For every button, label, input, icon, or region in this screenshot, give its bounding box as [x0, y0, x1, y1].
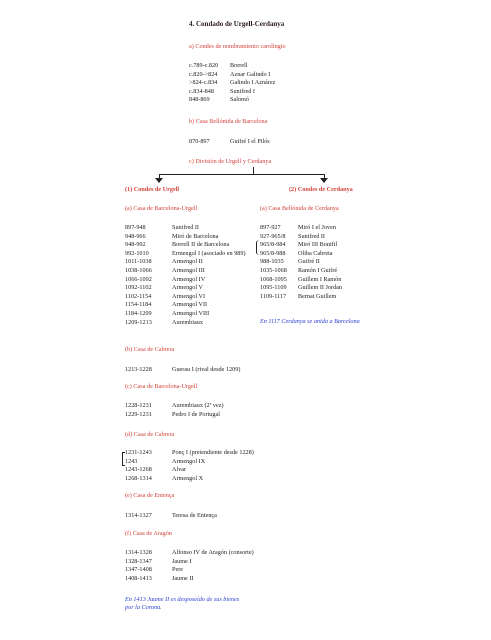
- list-item-name: Aurembiaux (2ª vez): [172, 402, 224, 409]
- list-item-date: 992-1010: [125, 249, 149, 257]
- list-item: [125, 233, 218, 241]
- list-item: [125, 319, 203, 327]
- list-item-name: Miró III Bonifil: [298, 241, 338, 249]
- left-sub-e: (e) Casa de Entença: [125, 492, 175, 499]
- list-item: [189, 96, 249, 104]
- left-sub-f: (f) Casa de Aragón: [125, 530, 172, 537]
- bracket-mark: [122, 452, 125, 466]
- list-item-name: Armengol II: [172, 258, 203, 266]
- list-item-name: Guifré II: [298, 258, 320, 266]
- list-item-name: Galindo I Aznárez: [230, 79, 276, 87]
- right-note: En 1117 Cerdanya se anida a Barcelona: [260, 318, 360, 325]
- list-item: [189, 79, 275, 87]
- list-item-date: 948-966: [125, 232, 146, 240]
- list-item-name: Armengol VI: [172, 292, 206, 300]
- left-note-line-2: por la Corona.: [125, 604, 162, 611]
- list-item-date: 897-927: [260, 224, 281, 231]
- list-item-date: 1066-1092: [125, 275, 152, 283]
- list-item: [189, 138, 270, 146]
- section-b-heading: b) Casa Bellónida de Barcelona: [189, 118, 268, 125]
- list-item-date: 965/8-984: [260, 241, 286, 249]
- list-item-date: 1408-1413: [125, 574, 152, 582]
- list-item: [125, 284, 203, 292]
- page-title: 4. Condado de Urgell-Cerdanya: [189, 20, 285, 28]
- list-item-date: 1109-1117: [260, 292, 287, 300]
- list-item: [189, 88, 255, 96]
- list-item-date: 1243-1268: [125, 466, 152, 474]
- list-item-name: Armengol VIII: [172, 310, 210, 317]
- list-item: [260, 241, 337, 249]
- list-item: [125, 241, 229, 249]
- list-item-name: Aznar Galindo I: [230, 70, 271, 78]
- list-item-date: 1102-1154: [125, 292, 152, 300]
- list-item: [125, 276, 205, 284]
- list-item-date: 1268-1314: [125, 474, 152, 482]
- list-item-name: Miró I el Joven: [298, 224, 336, 231]
- list-item-name: Ermengol I (asociado en 989): [172, 249, 246, 257]
- list-item: [125, 250, 246, 258]
- left-sub-d: (d) Casa de Cabrera: [125, 431, 175, 438]
- list-item-name: Armengol X: [172, 474, 204, 482]
- list-item: [125, 512, 217, 520]
- list-item-date: 1092-1102: [125, 284, 152, 292]
- list-item-date: 1154-1184: [125, 301, 152, 309]
- right-sub-a: (a) Casa Bellónida de Cerdanya: [260, 205, 339, 212]
- left-sub-b: (b) Casa de Cabrera: [125, 346, 175, 353]
- list-item: [260, 233, 325, 241]
- list-item-name: Pedro I de Portugal: [172, 410, 220, 418]
- list-item-date: 1209-1213: [125, 318, 152, 326]
- list-item-name: Bernat Guillem: [298, 292, 337, 300]
- list-item: [260, 293, 336, 301]
- list-item-name: Pere: [172, 566, 183, 574]
- list-item-name: Guerau I (rival desde 1209): [172, 366, 241, 373]
- left-title: (1) Condes de Urgell: [125, 186, 180, 193]
- right-title: (2) Condes de Cerdanya: [289, 186, 353, 193]
- list-item-date: 1347-1408: [125, 566, 152, 574]
- list-item-name: Sunifred I: [230, 87, 255, 95]
- list-item: [125, 558, 191, 566]
- list-item-name: Borrell II de Barcelona: [172, 241, 230, 249]
- list-item: [260, 267, 337, 275]
- list-item-date: 1011-1038: [125, 258, 152, 266]
- list-item: [189, 62, 248, 70]
- list-item-name: Aurembiaux: [172, 318, 203, 326]
- list-item-name: Guillem II Jordan: [298, 284, 342, 292]
- list-item-date: 1213-1228: [125, 366, 152, 373]
- list-item-name: Teresa de Entença: [172, 512, 217, 519]
- list-item-name: Borrell: [230, 62, 248, 69]
- list-item-date: >824-c.834: [189, 79, 218, 87]
- list-item-name: Alvar: [172, 466, 187, 474]
- list-item: [125, 449, 254, 457]
- list-item: [125, 475, 203, 483]
- list-item-name: Guifré I el Pilós: [230, 138, 270, 145]
- left-sub-a: (a) Casa de Barcelona-Urgell: [125, 205, 198, 212]
- list-item-name: Miró de Barcelona: [172, 232, 219, 240]
- list-item: [125, 366, 240, 374]
- arrow-down-icon: [320, 178, 328, 183]
- list-item: [260, 224, 336, 232]
- list-item-date: 1231-1243: [125, 449, 152, 456]
- left-sub-c: (c) Casa de Barcelona-Urgell: [125, 383, 198, 390]
- arrow-down-icon: [155, 178, 163, 183]
- list-item: [260, 258, 320, 266]
- list-item: [189, 71, 270, 79]
- list-item-name: Sunifred II: [172, 224, 199, 231]
- list-item: [125, 549, 254, 557]
- list-item-date: 1229-1231: [125, 410, 152, 418]
- list-item: [260, 276, 341, 284]
- tree-branch: [159, 174, 325, 175]
- list-item-date: 1228-1231: [125, 402, 152, 409]
- list-item-date: 965/8-988: [260, 249, 286, 257]
- section-c-heading: c) División de Urgell y Cerdanya: [189, 158, 272, 165]
- list-item-date: 1328-1347: [125, 557, 152, 565]
- list-item: [125, 411, 220, 419]
- list-item-date: 1314-1327: [125, 512, 152, 519]
- list-item: [125, 224, 199, 232]
- list-item: [260, 250, 333, 258]
- list-item: [125, 466, 186, 474]
- list-item: [125, 301, 207, 309]
- list-item-name: Armengol IX: [172, 457, 206, 465]
- bracket-mark: [256, 240, 260, 255]
- list-item: [125, 458, 205, 466]
- list-item-name: Armengol IV: [172, 275, 206, 283]
- list-item: [125, 267, 205, 275]
- list-item: [125, 402, 224, 410]
- section-a-heading: a) Condes de nombramiento carolingio: [189, 43, 286, 50]
- list-item-name: Sunifred II: [298, 232, 325, 240]
- list-item: [260, 284, 342, 292]
- list-item-date: 848-869: [189, 96, 210, 104]
- left-note-line-1: En 1413 Jaume II es desposeído de sus bienes: [125, 596, 240, 603]
- list-item-name: Armengol III: [172, 267, 205, 274]
- list-item-name: Guillem I Ramón: [298, 275, 342, 283]
- list-item-name: Ramón I Guifré: [298, 267, 338, 274]
- list-item-date: c.820->824: [189, 70, 218, 78]
- list-item-date: 897-948: [125, 224, 146, 231]
- list-item-name: Ponç I (pretendiente desde 1228): [172, 449, 254, 456]
- list-item-name: Oliba Cabreta: [298, 249, 333, 257]
- list-item-date: c.789-c.820: [189, 62, 219, 69]
- list-item-date: 1035-1068: [260, 267, 287, 274]
- list-item-name: Armengol V: [172, 284, 203, 292]
- list-item-date: 948-992: [125, 241, 146, 249]
- list-item-date: 1243: [125, 457, 138, 465]
- list-item-date: 1184-1209: [125, 310, 152, 317]
- list-item-date: 1314-1328: [125, 549, 152, 556]
- list-item: [125, 258, 203, 266]
- list-item: [125, 310, 209, 318]
- list-item-date: 1038-1066: [125, 267, 152, 274]
- list-item-date: 988-1035: [260, 258, 284, 266]
- list-item-date: 1068-1095: [260, 275, 287, 283]
- list-item: [125, 293, 205, 301]
- list-item: [125, 575, 193, 583]
- list-item-name: Armengol VII: [172, 301, 208, 309]
- list-item-name: Salomó: [230, 96, 249, 104]
- list-item-name: Jaume II: [172, 574, 194, 582]
- list-item-name: Alfonso IV de Aragón (consorte): [172, 549, 254, 556]
- list-item-date: 927-965/8: [260, 232, 286, 240]
- list-item: [125, 566, 183, 574]
- list-item-date: c.834-848: [189, 87, 214, 95]
- list-item-date: 1095-1109: [260, 284, 287, 292]
- list-item-date: 870-897: [189, 138, 210, 145]
- list-item-name: Jaume I: [172, 557, 192, 565]
